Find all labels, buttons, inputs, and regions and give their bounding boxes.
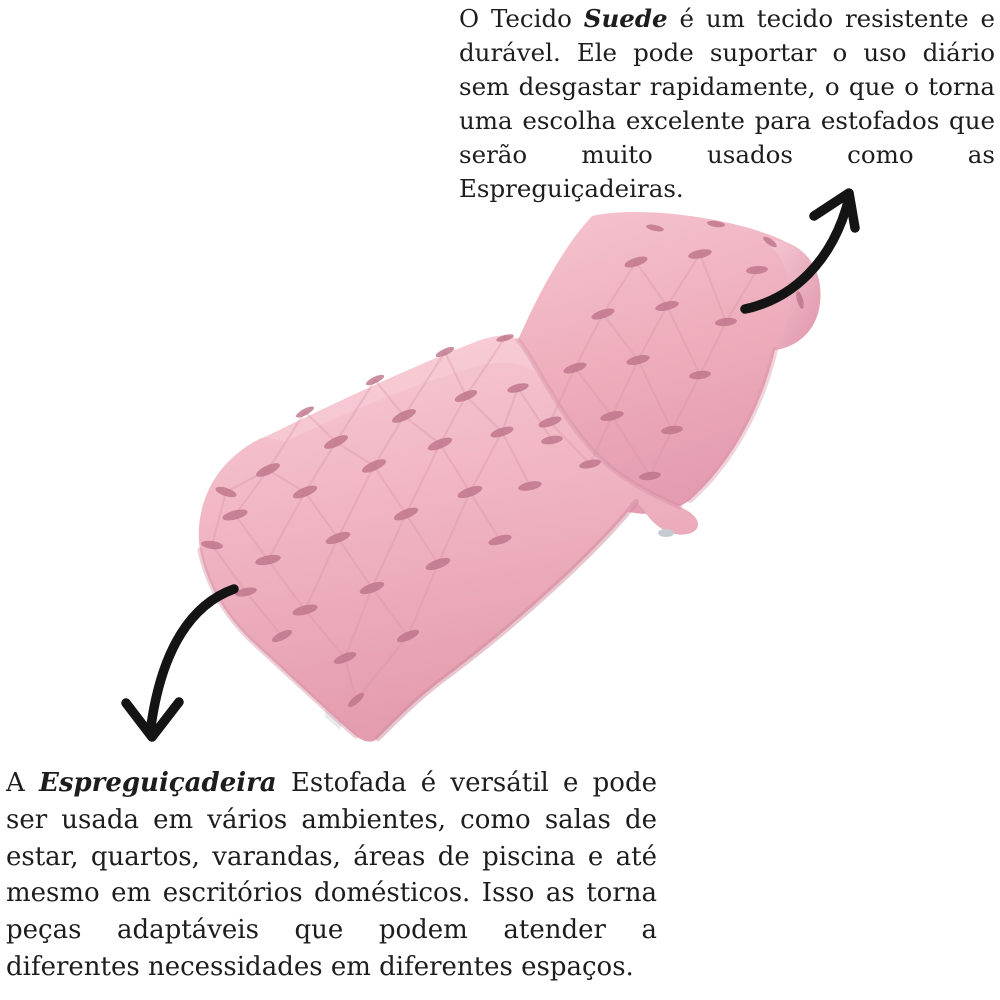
suede-description-text [459,2,995,206]
versatility-description-text [6,765,657,986]
suede-text-rest: é um tecido resistente e durável. Ele pode suportar o uso diário sem desgastar rapidamente, o que o torna uma escolha excelente para estofados que serão muito usados como as Espreguiçadeiras. [459,4,995,203]
suede-highlight: Suede [583,4,668,33]
caster-wheel [658,529,674,537]
chaise-lounge [199,212,821,742]
suede-text-prefix: O Tecido [459,4,584,33]
versatility-text-rest: Estofada é versátil e pode ser usada em vários ambientes, como salas de estar, quartos, varandas, áreas de piscina e até mesmo em escritórios domésticos. Isso as torna peças adaptáveis que podem atender a diferentes necessidades em diferentes espaços. [6,768,657,982]
arrow-down-shaft [151,589,234,726]
espreguicadeira-highlight: Espreguiçadeira [39,768,277,798]
versatility-text-prefix: A [6,768,39,798]
arrow-down-icon [126,589,234,737]
